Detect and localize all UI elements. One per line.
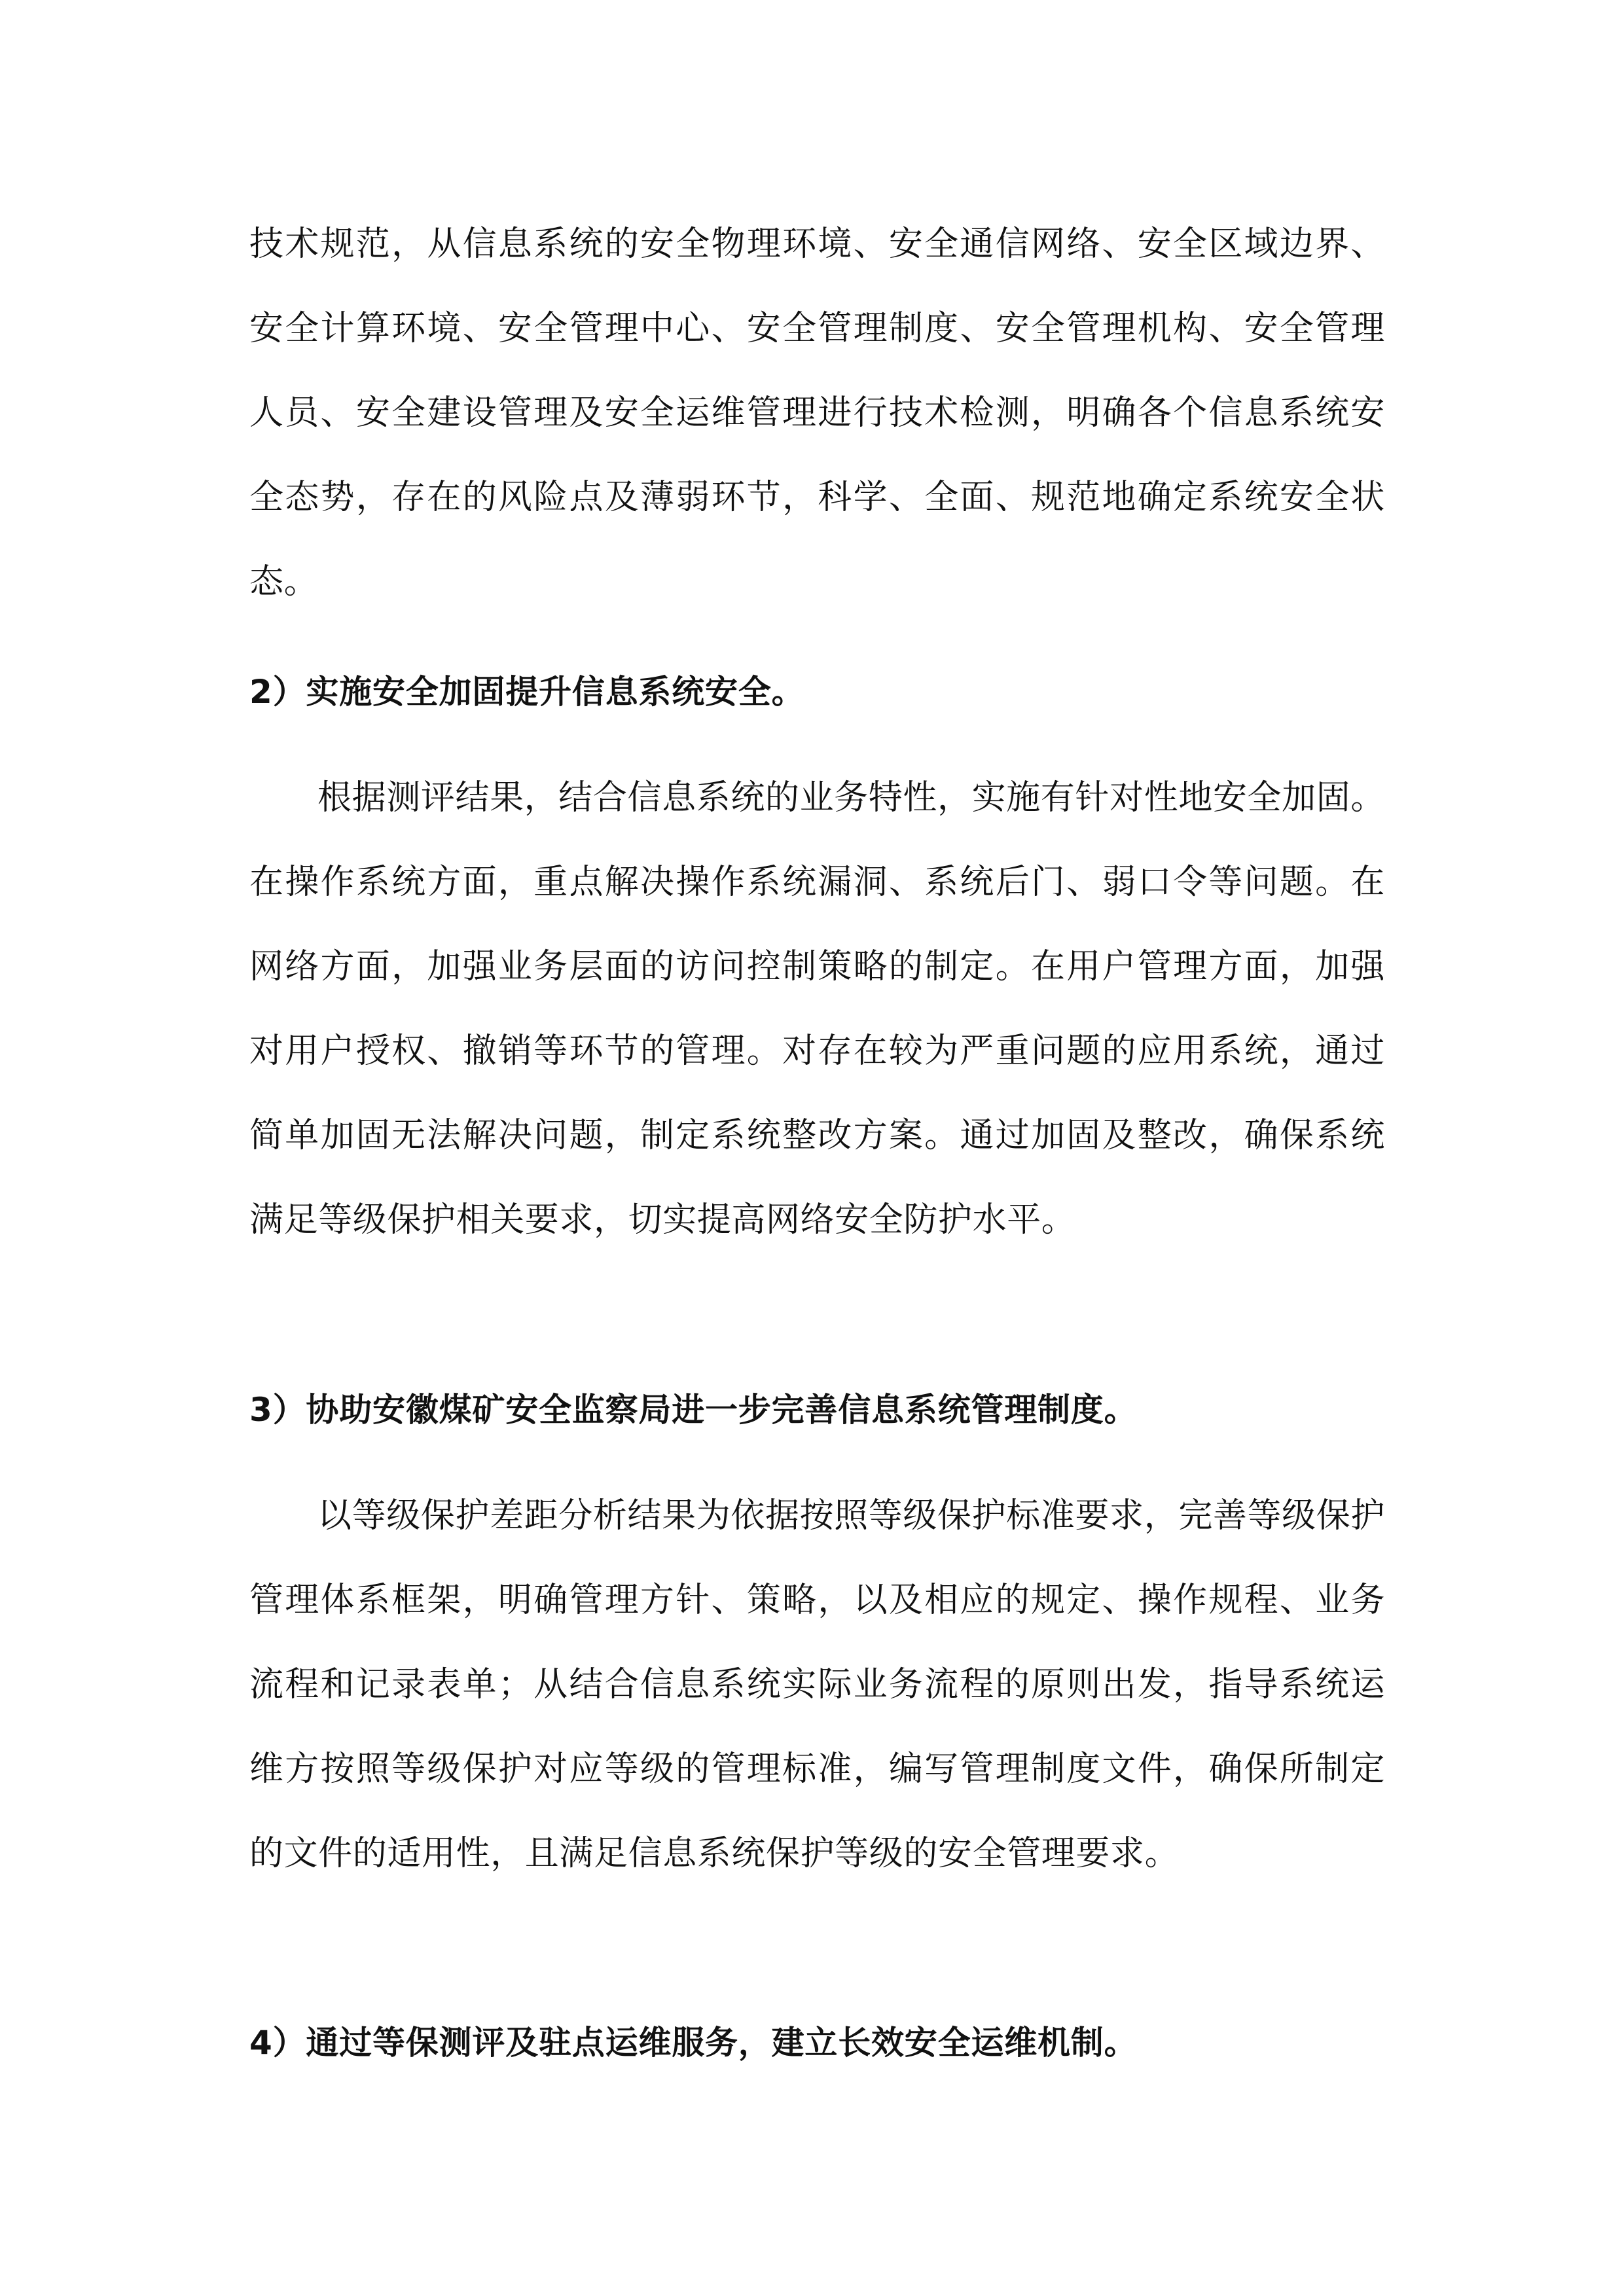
section-paragraph-2: 根据测评结果，结合信息系统的业务特性，实施有针对性地安全加固。在操作系统方面，重点解决操作系统漏洞、系统后门、弱口令等问题。在网络方面，加强业务层面的访问控制策略的制定。在用户管理方面，加强对用户授权、撤销等环节的管理。对存在较为严重问题的应用系统，通过简单加固无法解决问题，制定系统整改方案。通过加固及整改，确保系统满足等级保护相关要求，切实提高网络安全防护水平。 [249, 778, 1385, 1240]
section-heading-4: 4）通过等保测评及驻点运维服务，建立长效安全运维机制。 [249, 2024, 1138, 2062]
section-heading-3: 3）协助安徽煤矿安全监察局进一步完善信息系统管理制度。 [249, 1391, 1138, 1429]
section-paragraph-3: 以等级保护差距分析结果为依据按照等级保护标准要求，完善等级保护管理体系框架，明确管理方针、策略，以及相应的规定、操作规程、业务流程和记录表单；从结合信息系统实际业务流程的原则出发，指导系统运维方按照等级保护对应等级的管理标准，编写管理制度文件，确保所制定的文件的适用性，且满足信息系统保护等级的安全管理要求。 [249, 1496, 1385, 1873]
section-heading-2: 2）实施安全加固提升信息系统安全。 [249, 673, 805, 711]
continued-paragraph: 技术规范，从信息系统的安全物理环境、安全通信网络、安全区域边界、安全计算环境、安全管理中心、安全管理制度、安全管理机构、安全管理人员、安全建设管理及安全运维管理进行技术检测，明确各个信息系统安全态势，存在的风险点及薄弱环节，科学、全面、规范地确定系统安全状态。 [249, 224, 1385, 601]
